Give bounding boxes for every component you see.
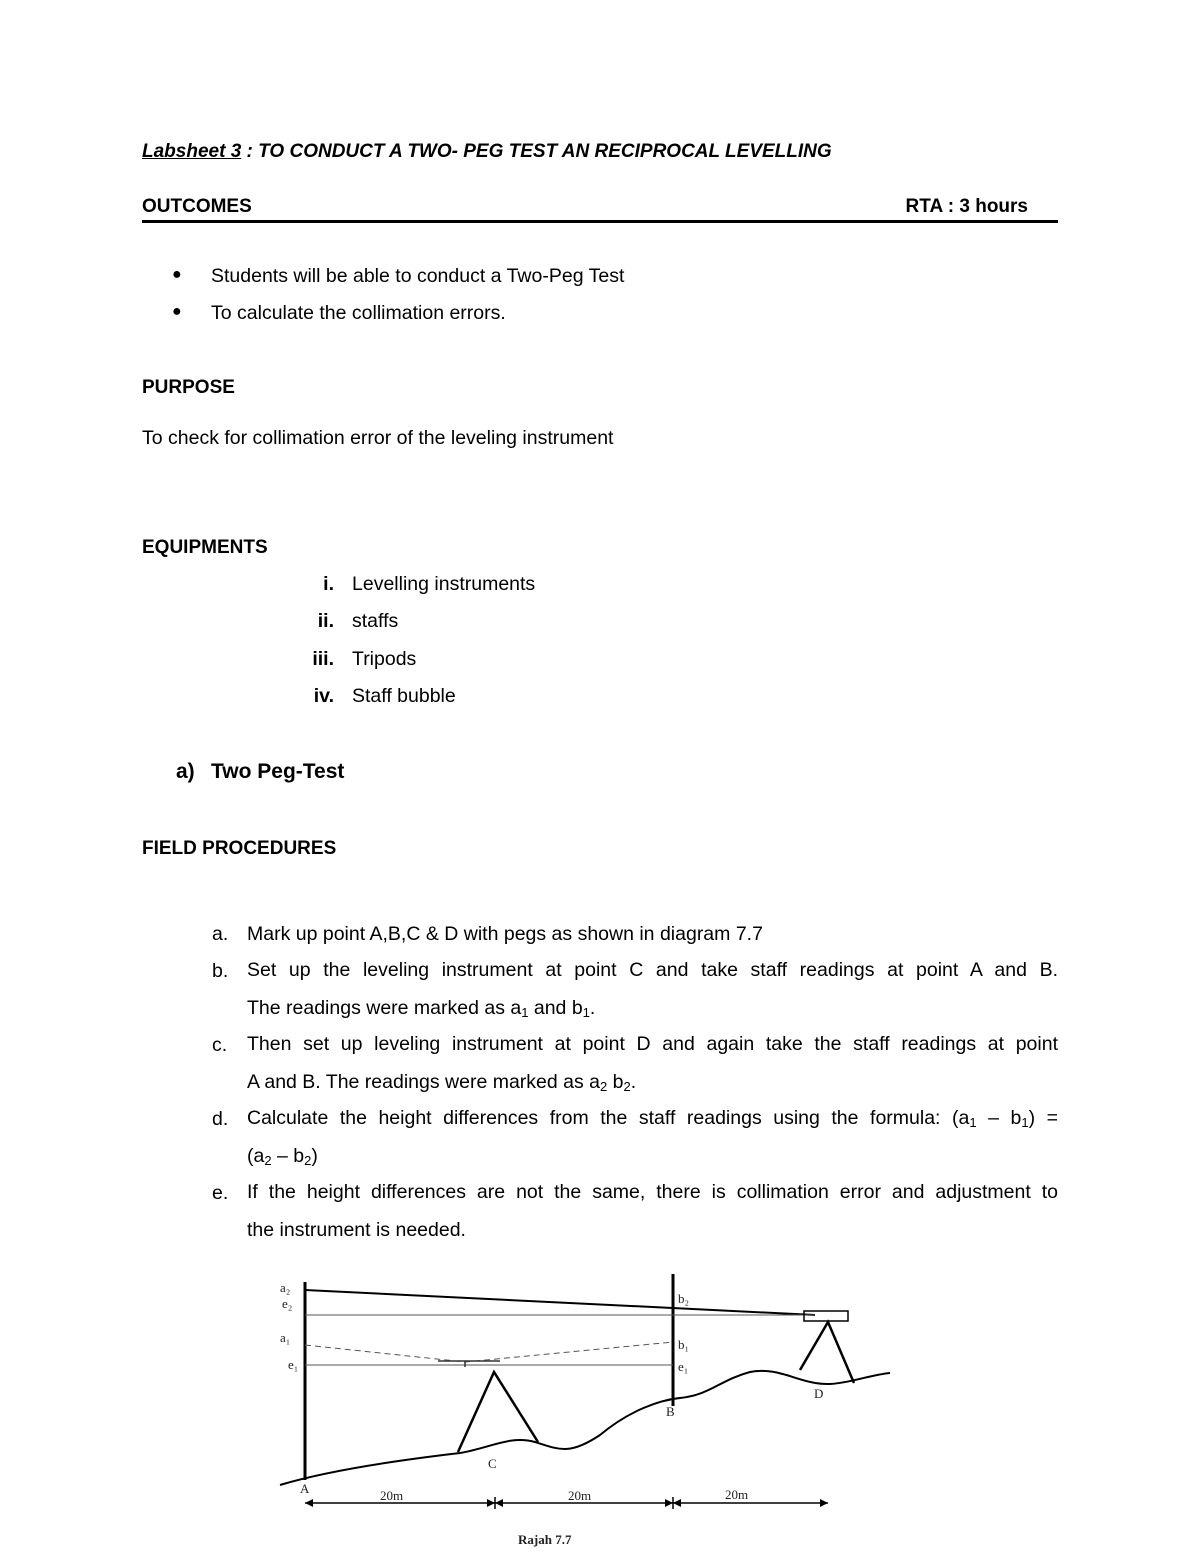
equipment-item: Tripods	[352, 648, 417, 670]
label-point-b: B	[666, 1404, 675, 1419]
ground-profile	[280, 1371, 890, 1485]
procedure-text: If the height differences are not the same, there is collimation error and adjustment to	[247, 1181, 1058, 1203]
arrow-icon	[820, 1499, 828, 1507]
instrument-d	[804, 1311, 848, 1321]
equipment-number: i.	[323, 573, 334, 595]
distance-ac: 20m	[380, 1488, 404, 1503]
text-run: (a	[247, 1145, 265, 1167]
text-run: )	[311, 1145, 318, 1167]
procedure-letter: e.	[212, 1182, 229, 1204]
labsheet-title	[142, 141, 832, 163]
diagram-caption: Rajah 7.7	[518, 1532, 572, 1547]
labsheet-title-text: : TO CONDUCT A TWO- PEG TEST AN RECIPROCAL LEVELLING	[241, 141, 832, 162]
label-point-c: C	[488, 1456, 497, 1471]
subscript: 1	[1021, 1115, 1029, 1130]
arrow-icon	[305, 1499, 313, 1507]
purpose-text: To check for collimation error of the leveling instrument	[142, 427, 614, 449]
text-run: – b	[976, 1107, 1022, 1129]
subscript: 1	[969, 1115, 977, 1130]
field-procedures-heading: FIELD PROCEDURES	[142, 838, 337, 859]
distance-bd: 20m	[725, 1487, 749, 1502]
arrow-icon	[665, 1499, 673, 1507]
outcome-item: Students will be able to conduct a Two-Peg Test	[211, 265, 625, 287]
outcomes-header-row	[142, 196, 1058, 223]
label-e2: e₂	[282, 1296, 293, 1311]
distance-cb: 20m	[568, 1488, 592, 1503]
text-run: The readings were marked as a	[247, 997, 522, 1019]
text-run: b	[607, 1071, 624, 1093]
section-a-label: a)	[176, 760, 195, 783]
text-run: .	[630, 1071, 637, 1093]
two-peg-test-diagram	[270, 1270, 900, 1550]
text-run: – b	[271, 1145, 305, 1167]
outcome-item: To calculate the collimation errors.	[211, 302, 506, 324]
label-b1: b₁	[678, 1337, 690, 1352]
procedure-letter: a.	[212, 923, 229, 945]
rta-label: RTA : 3 hours	[905, 196, 1028, 217]
procedure-text: Set up the leveling instrument at point C and take staff readings at point A and B.	[247, 959, 1058, 981]
labsheet-number: Labsheet 3	[142, 141, 242, 162]
subscript: 2	[264, 1153, 272, 1168]
text-run: ) =	[1028, 1107, 1058, 1129]
label-point-d: D	[814, 1386, 824, 1401]
procedure-text-continued: the instrument is needed.	[247, 1219, 466, 1241]
text-run: and b	[528, 997, 583, 1019]
equipment-item: staffs	[352, 610, 399, 632]
label-a1: a₁	[280, 1330, 291, 1345]
equipment-number: iii.	[312, 648, 334, 670]
label-e1-b: e₁	[678, 1359, 689, 1374]
procedure-text: Mark up point A,B,C & D with pegs as shown in diagram 7.7	[247, 923, 763, 945]
equipment-item: Staff bubble	[352, 685, 456, 707]
label-e1: e₁	[288, 1357, 299, 1372]
label-b2: b₂	[678, 1291, 690, 1306]
subscript: 2	[623, 1079, 631, 1094]
equipment-number: iv.	[313, 685, 334, 707]
subscript: 1	[582, 1005, 590, 1020]
arrow-icon	[673, 1499, 681, 1507]
line-of-sight-d	[305, 1290, 815, 1315]
equipments-heading: EQUIPMENTS	[142, 537, 268, 558]
bullet-icon: ●	[172, 303, 182, 320]
procedure-letter: b.	[212, 960, 229, 982]
procedure-text: Then set up leveling instrument at point D and again take the staff readings at point	[247, 1033, 1058, 1055]
procedure-text-continued	[247, 1071, 636, 1094]
label-point-a: A	[300, 1481, 310, 1496]
arrow-icon	[487, 1499, 495, 1507]
arrow-icon	[495, 1499, 503, 1507]
subscript: 2	[600, 1079, 608, 1094]
text-run: Calculate the height differences from the staff readings using the formula: (a	[247, 1107, 970, 1129]
section-a-title: Two Peg-Test	[211, 760, 345, 783]
procedure-letter: d.	[212, 1108, 229, 1130]
procedure-text-continued	[247, 997, 595, 1020]
procedure-text-continued	[247, 1145, 318, 1168]
purpose-heading: PURPOSE	[142, 377, 235, 398]
label-a2: a₂	[280, 1280, 291, 1295]
procedure-text	[247, 1106, 1058, 1135]
line-of-sight-c	[305, 1342, 673, 1362]
equipment-number: ii.	[317, 610, 334, 632]
bullet-icon: ●	[172, 266, 182, 283]
outcomes-heading: OUTCOMES	[142, 196, 252, 217]
tripod-d	[800, 1322, 854, 1383]
subscript: 1	[521, 1005, 529, 1020]
text-run: A and B. The readings were marked as a	[247, 1071, 601, 1093]
subscript: 2	[304, 1153, 312, 1168]
equipment-item: Levelling instruments	[352, 573, 536, 595]
procedure-letter: c.	[212, 1034, 228, 1056]
text-run: .	[589, 997, 596, 1019]
